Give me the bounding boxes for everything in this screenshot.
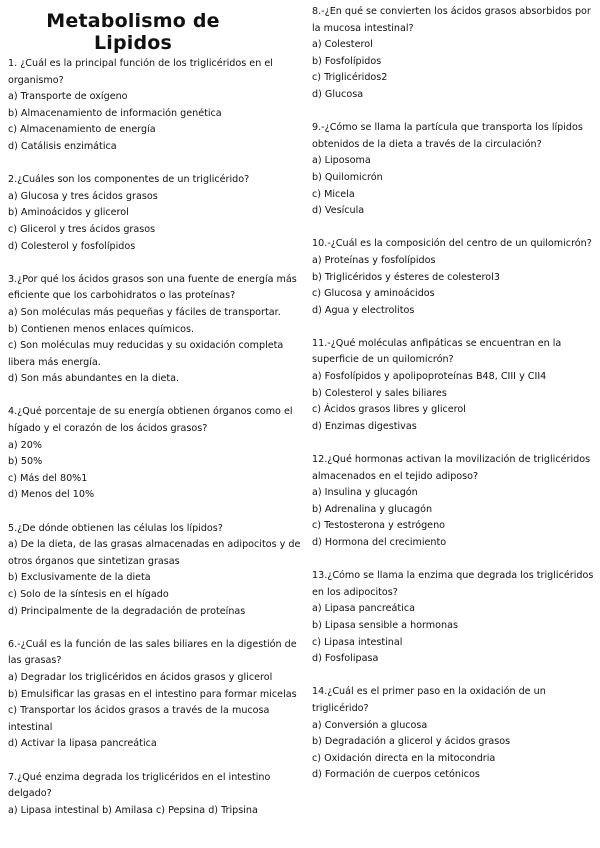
question-text: 12.¿Qué hormonas activan la movilización de triglicéridos almacenados en el tejido adiposo? [312,454,591,482]
answer-option: a) Degradar los triglicéridos en ácidos grasos y glicerol [8,671,273,683]
answer-option: c) Glucosa y aminoácidos [312,288,435,300]
answer-option: a) Fosfolípidos y apolipoproteínas B48, CIII y CII4 [312,371,547,383]
answer-option: c) Solo de la síntesis en el hígado [8,589,169,600]
answer-option: d) Colesterol y fosfolípidos [8,240,136,252]
right-question-list [312,0,594,784]
answer-option: a) Lipasa intestinal b) Amilasa c) Pepsina d) Tripsina [8,804,258,816]
question-text: 1. ¿Cuál es la principal función de los triglicéridos en el organismo? [8,58,273,86]
question-block [8,272,304,388]
answer-option: d) Hormona del crecimiento [312,537,447,548]
answer-option: c) Ácidos grasos libres y glicerol [312,404,466,416]
answer-option: a) Proteínas y fosfolípidos [312,254,436,266]
page-title: Metabolismo de Lipidos [46,10,220,54]
answer-option: c) Lipasa intestinal [312,636,403,648]
question-gap [312,668,594,685]
answer-option: d) Vesícula [312,205,365,217]
question-block [312,568,594,668]
question-text: 11.-¿Qué moléculas anfipáticas se encuentran en la superficie de un quilomicrón? [312,337,562,366]
question-gap [312,319,594,336]
answer-option: d) Menos del 10% [8,489,95,501]
question-gap [312,435,594,452]
question-text: 2.¿Cuáles son los componentes de un triglicérido? [8,174,250,186]
question-block [8,56,304,156]
answer-option: b) Degradación a glicerol y ácidos grasos [312,736,511,748]
question-block [8,637,304,753]
question-text: 6.-¿Cuál es la función de las sales biliares en la digestión de las grasas? [8,638,297,667]
question-block [312,452,594,552]
answer-option: d) Son más abundantes en la dieta. [8,373,180,385]
answer-option: c) Testosterona y estrógeno [312,520,446,532]
answer-option: d) Formación de cuerpos cetónicos [312,769,480,781]
answer-option: c) Transportar los ácidos grasos a través de la mucosa intestinal [8,705,270,733]
answer-option: c) Glicerol y tres ácidos grasos [8,223,156,235]
question-block [312,336,594,436]
question-gap [312,220,594,237]
question-gap [8,156,304,173]
question-gap [312,552,594,569]
question-gap [8,753,304,770]
question-text: 10.-¿Cuál es la composición del centro de un quilomicrón? [312,238,592,250]
answer-option: c) Micela [312,188,355,200]
question-text: 9.-¿Cómo se llama la partícula que transporta los lípidos obtenidos de la dieta a través de la circulación? [312,122,583,150]
question-block [8,404,304,504]
answer-option: a) Son moléculas más pequeñas y fáciles de transportar. [8,306,281,318]
question-gap [8,388,304,405]
answer-option: b) Aminoácidos y glicerol [8,207,129,219]
answer-option: d) Enzimas digestivas [312,420,417,432]
answer-option: a) Liposoma [312,155,371,167]
answer-option: d) Activar la lipasa pancreática [8,738,157,750]
question-text: 3.¿Por qué los ácidos grasos son una fuente de energía más eficiente que los carbohidratos o las proteínas? [8,273,297,302]
answer-option: c) Son moléculas muy reducidas y su oxidación completa libera más energía. [8,340,284,368]
question-block [312,4,594,104]
left-question-list [8,56,304,819]
answer-option: b) Adrenalina y glucagón [312,503,433,515]
answer-option: b) Almacenamiento de información genética [8,107,222,119]
answer-option: b) Fosfolípidos [312,55,382,67]
question-text: 7.¿Qué enzima degrada los triglicéridos en el intestino delgado? [8,771,271,800]
answer-option: b) Lipasa sensible a hormonas [312,619,458,631]
answer-option: b) Quilomicrón [312,171,383,183]
question-text: 13.¿Cómo se llama la enzima que degrada los triglicéridos en los adipocitos? [312,570,594,598]
answer-option: a) Transporte de oxígeno [8,91,128,103]
answer-option: c) Más del 80%1 [8,472,88,484]
question-block [8,172,304,255]
answer-option: b) 50% [8,456,43,468]
answer-option: a) Glucosa y tres ácidos grasos [8,190,158,202]
question-gap [8,620,304,637]
answer-option: b) Exclusivamente de la dieta [8,572,151,584]
question-text: 5.¿De dónde obtienen las células los lípidos? [8,522,223,534]
question-text: 4.¿Qué porcentaje de su energía obtienen órganos como el hígado y el corazón de los ácidos grasos? [8,406,293,435]
answer-option: d) Fosfolipasa [312,653,379,665]
answer-option: a) Lipasa pancreática [312,603,415,615]
left-column [8,0,304,819]
question-gap [8,255,304,272]
answer-option: a) De la dieta, de las grasas almacenadas en adipocitos y de otros órganos que sintetizan grasas [8,539,301,567]
answer-option: b) Contienen menos enlaces químicos. [8,323,195,335]
answer-option: c) Oxidación directa en la mitocondria [312,752,496,764]
question-block [8,770,304,820]
answer-option: b) Colesterol y sales biliares [312,387,447,399]
answer-option: a) Conversión a glucosa [312,719,428,731]
question-block [8,521,304,621]
question-gap [312,104,594,121]
answer-option: a) 20% [8,439,42,451]
question-text: 14.¿Cuál es el primer paso en la oxidación de un triglicérido? [312,686,546,714]
answer-option: d) Glucosa [312,88,364,100]
answer-option: a) Insulina y glucagón [312,487,418,499]
question-gap [8,504,304,521]
answer-option: b) Emulsificar las grasas en el intestino para formar micelas [8,688,297,700]
answer-option: d) Catálisis enzimática [8,140,117,152]
answer-option: a) Colesterol [312,39,373,51]
answer-option: d) Agua y electrolitos [312,304,415,316]
question-block [312,120,594,220]
right-column [312,0,594,784]
question-block [312,236,594,319]
question-block [312,684,594,784]
answer-option: b) Triglicéridos y ésteres de colesterol3 [312,271,500,283]
question-text: 8.-¿En qué se convierten los ácidos grasos absorbidos por la mucosa intestinal? [312,6,591,34]
answer-option: c) Almacenamiento de energía [8,124,156,136]
answer-option: d) Principalmente de la degradación de proteínas [8,605,246,617]
answer-option: c) Triglicéridos2 [312,72,388,84]
